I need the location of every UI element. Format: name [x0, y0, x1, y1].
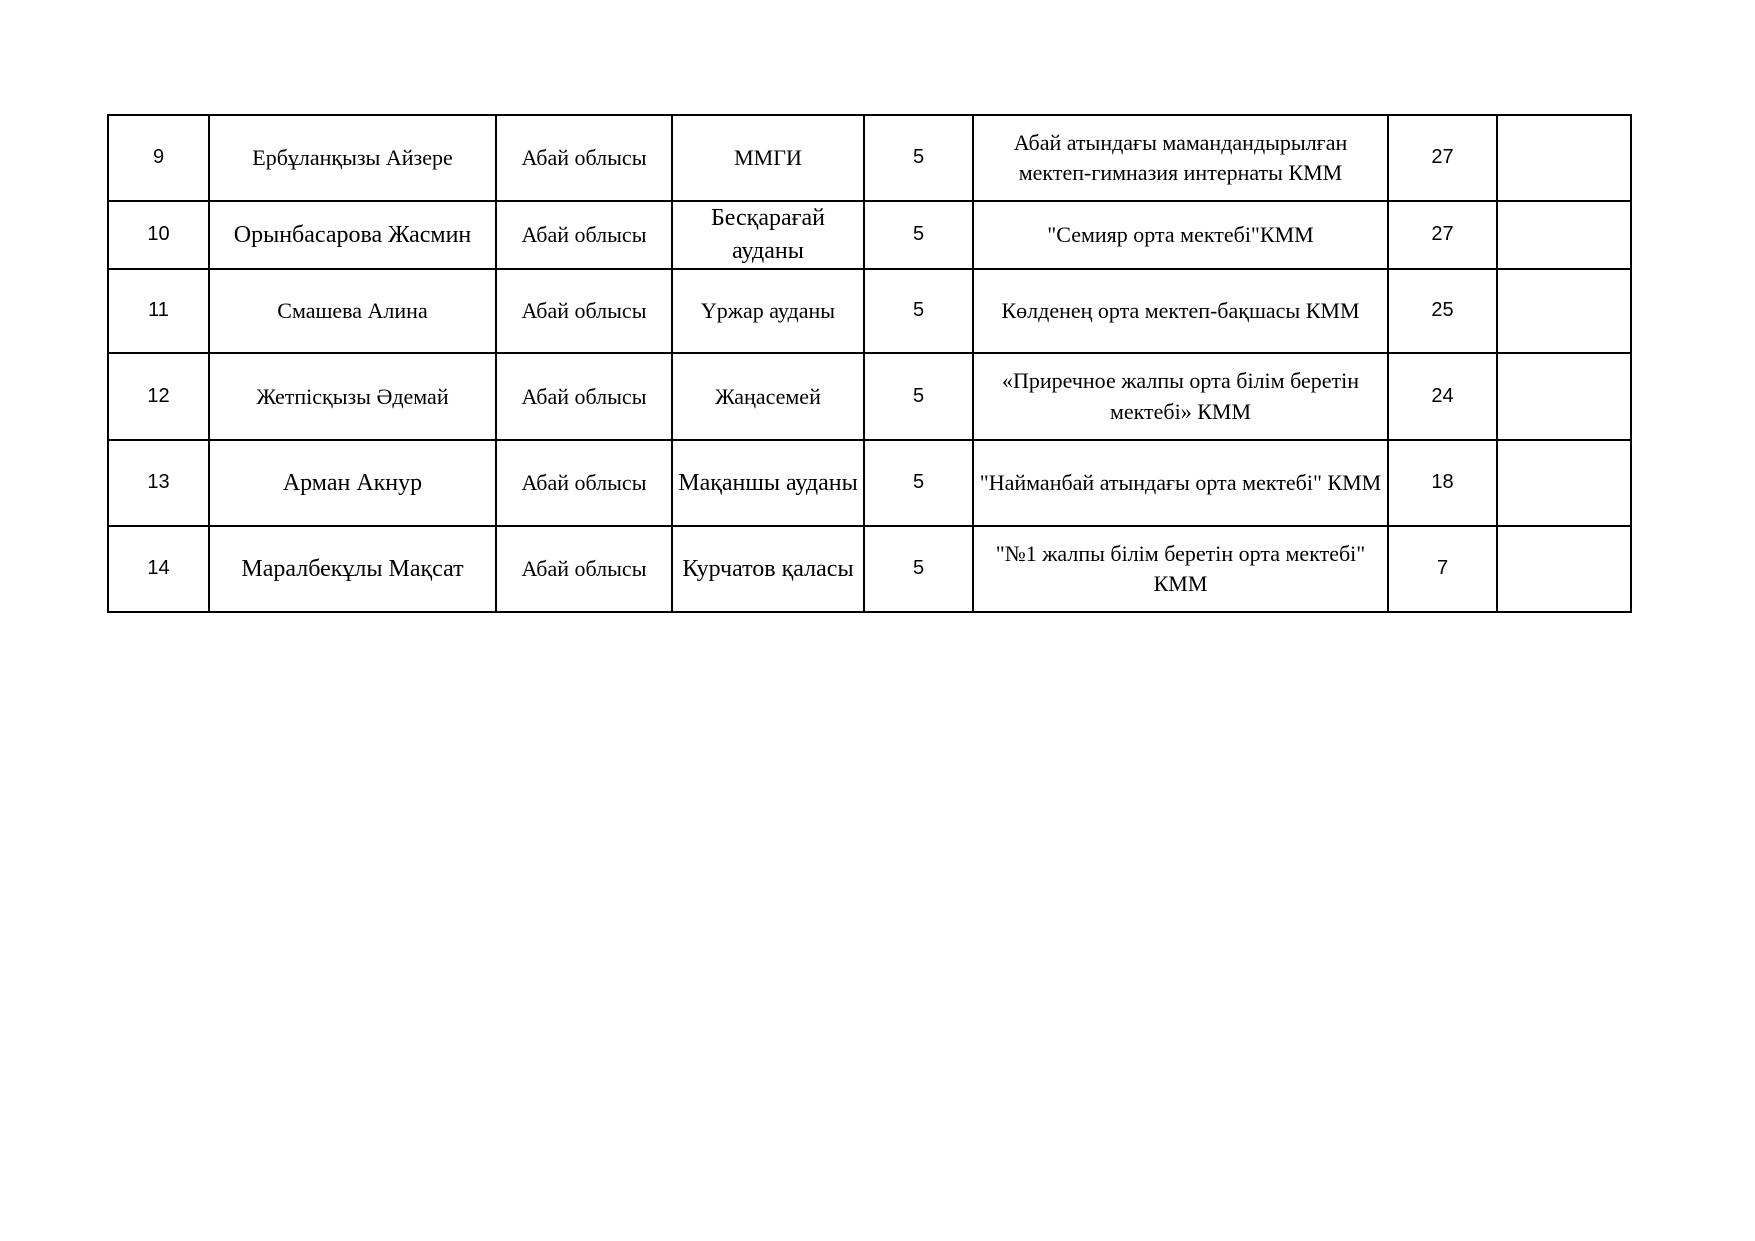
- score-cell: 7: [1388, 526, 1497, 612]
- participant-name: Ербұланқызы Айзере: [209, 115, 496, 201]
- region-cell: Абай облысы: [496, 440, 672, 526]
- note-cell: [1497, 353, 1631, 440]
- participant-name: Жетпісқызы Әдемай: [209, 353, 496, 440]
- school-cell: "№1 жалпы білім беретін орта мектебі" КММ: [973, 526, 1388, 612]
- score-cell: 27: [1388, 201, 1497, 269]
- school-cell: Абай атындағы мамандандырылған мектеп-гимназия интернаты КММ: [973, 115, 1388, 201]
- note-cell: [1497, 269, 1631, 353]
- district-cell: Бесқарағай ауданы: [672, 201, 864, 269]
- school-cell: "Семияр орта мектебі"КММ: [973, 201, 1388, 269]
- school-cell: "Найманбай атындағы орта мектебі" КММ: [973, 440, 1388, 526]
- table-row: [108, 115, 1631, 201]
- region-cell: Абай облысы: [496, 353, 672, 440]
- score-cell: 25: [1388, 269, 1497, 353]
- results-table: [107, 114, 1632, 613]
- grade-cell: 5: [864, 526, 973, 612]
- note-cell: [1497, 440, 1631, 526]
- participant-name: Арман Акнур: [209, 440, 496, 526]
- district-cell: Мақаншы ауданы: [672, 440, 864, 526]
- participant-name: Маралбекұлы Мақсат: [209, 526, 496, 612]
- note-cell: [1497, 526, 1631, 612]
- participant-name: Орынбасарова Жасмин: [209, 201, 496, 269]
- note-cell: [1497, 115, 1631, 201]
- row-number: 10: [108, 201, 209, 269]
- district-cell: Курчатов қаласы: [672, 526, 864, 612]
- table-row: [108, 201, 1631, 269]
- participant-name: Смашева Алина: [209, 269, 496, 353]
- grade-cell: 5: [864, 269, 973, 353]
- row-number: 11: [108, 269, 209, 353]
- grade-cell: 5: [864, 440, 973, 526]
- table-row: [108, 440, 1631, 526]
- row-number: 14: [108, 526, 209, 612]
- row-number: 12: [108, 353, 209, 440]
- row-number: 13: [108, 440, 209, 526]
- table-row: [108, 269, 1631, 353]
- district-cell: ММГИ: [672, 115, 864, 201]
- row-number: 9: [108, 115, 209, 201]
- grade-cell: 5: [864, 353, 973, 440]
- score-cell: 27: [1388, 115, 1497, 201]
- district-cell: Үржар ауданы: [672, 269, 864, 353]
- note-cell: [1497, 201, 1631, 269]
- region-cell: Абай облысы: [496, 115, 672, 201]
- region-cell: Абай облысы: [496, 269, 672, 353]
- table-row: [108, 526, 1631, 612]
- school-cell: «Приречное жалпы орта білім беретін мектебі» КММ: [973, 353, 1388, 440]
- region-cell: Абай облысы: [496, 201, 672, 269]
- score-cell: 18: [1388, 440, 1497, 526]
- grade-cell: 5: [864, 201, 973, 269]
- score-cell: 24: [1388, 353, 1497, 440]
- district-cell: Жаңасемей: [672, 353, 864, 440]
- region-cell: Абай облысы: [496, 526, 672, 612]
- table-row: [108, 353, 1631, 440]
- school-cell: Көлденең орта мектеп-бақшасы КММ: [973, 269, 1388, 353]
- grade-cell: 5: [864, 115, 973, 201]
